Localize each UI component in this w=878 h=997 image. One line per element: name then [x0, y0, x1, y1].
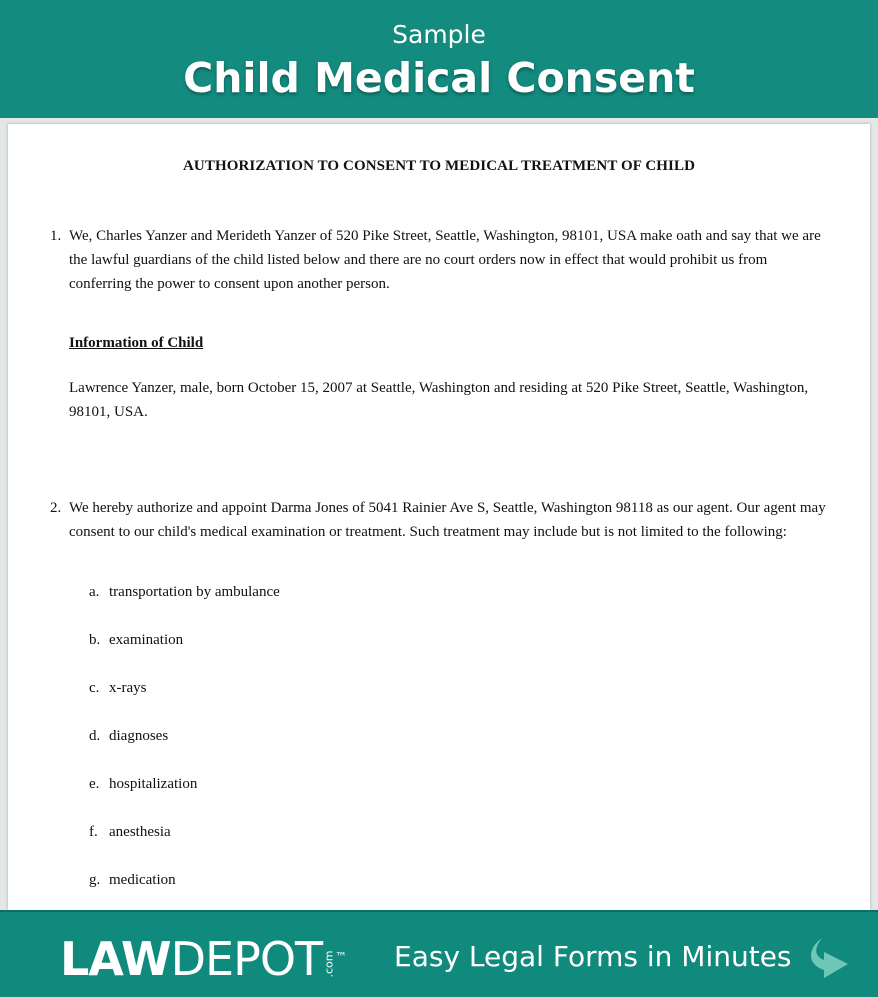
list-item-letter: d. — [89, 728, 101, 744]
footer-tagline: Easy Legal Forms in Minutes — [394, 940, 792, 973]
list-item-text: anesthesia — [109, 824, 171, 840]
section-1-number: 1. — [50, 228, 62, 244]
lawdepot-logo[interactable] — [60, 934, 360, 997]
list-item-text: examination — [109, 632, 184, 648]
list-item-text: x-rays — [109, 680, 147, 696]
list-item-letter: g. — [89, 872, 101, 888]
list-item-text: diagnoses — [109, 728, 169, 744]
logo-depot: DEPOT — [170, 932, 323, 986]
section-1-text: We, Charles Yanzer and Merideth Yanzer of 520 Pike Street, Seattle, Washington, 98101, USA make oath and say that we are the lawful guardians of the child listed below and there are no court orders now in effect that would prohibit us from conferring the power to consent upon another person. — [69, 228, 821, 292]
list-item-text: medication — [109, 872, 176, 888]
section-2-number: 2. — [50, 500, 62, 516]
list-item-letter: f. — [89, 824, 98, 840]
document-area — [0, 118, 878, 910]
child-info-heading: Information of Child — [69, 335, 204, 351]
child-info-text: Lawrence Yanzer, male, born October 15, 2007 at Seattle, Washington and residing at 520 Pike Street, Seattle, Washington, 98101, USA. — [69, 380, 809, 420]
logo-trademark: ™ — [335, 950, 347, 964]
logo-com: .com — [322, 950, 336, 978]
list-item-letter: c. — [89, 680, 100, 696]
list-item-letter: e. — [89, 776, 100, 792]
page-footer — [0, 910, 878, 997]
document-page — [8, 124, 870, 910]
list-item-letter: a. — [89, 584, 100, 600]
section-2-text: We hereby authorize and appoint Darma Jones of 5041 Rainier Ave S, Seattle, Washington 98118 as our agent. Our agent may consent to our child's medical examination or treatment. Such treatment may include but is not limited to the following: — [69, 500, 826, 540]
header-title: Child Medical Consent — [183, 54, 695, 102]
list-item-text: transportation by ambulance — [109, 584, 280, 600]
header-subtitle: Sample — [392, 20, 486, 49]
list-item-text: hospitalization — [109, 776, 198, 792]
list-item-letter: b. — [89, 632, 101, 648]
document-heading: AUTHORIZATION TO CONSENT TO MEDICAL TREATMENT OF CHILD — [182, 158, 696, 174]
page-header — [0, 0, 878, 118]
curved-arrow-icon — [800, 934, 854, 980]
logo-law: LAW — [60, 932, 171, 986]
